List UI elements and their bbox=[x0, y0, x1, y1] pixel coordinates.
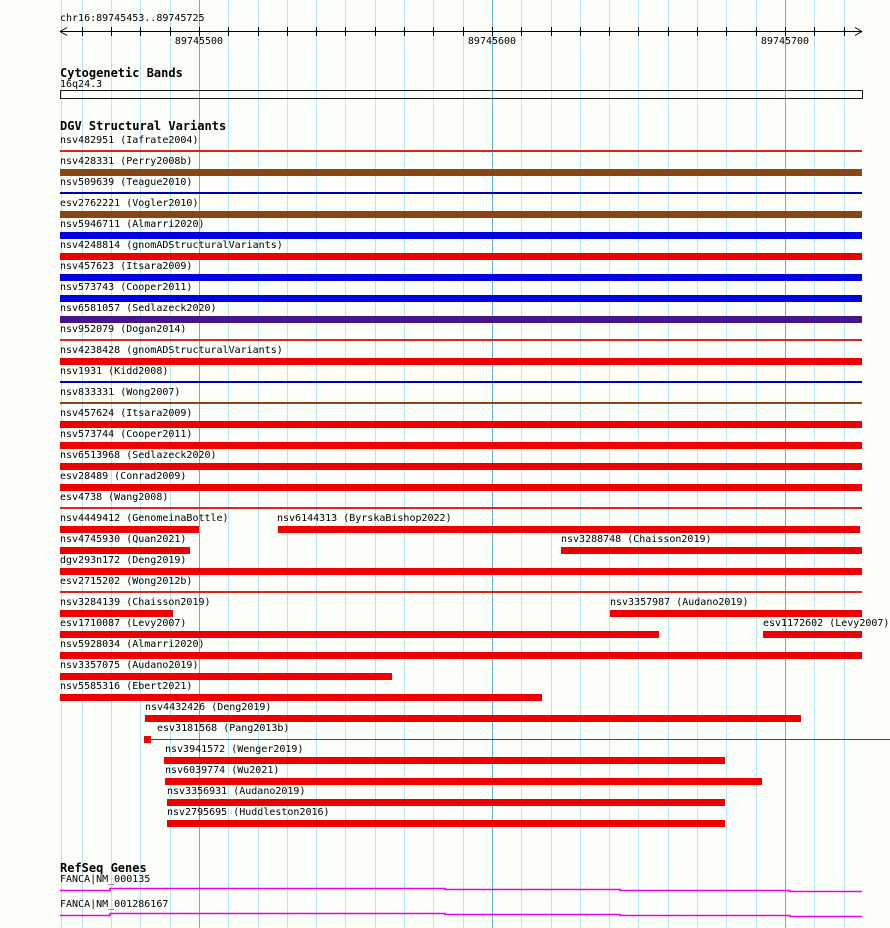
variant-label[interactable]: nsv2795695 (Huddleston2016) bbox=[167, 807, 330, 818]
variant-bar[interactable] bbox=[60, 169, 862, 176]
dgv-structural-variants-track-title: DGV Structural Variants bbox=[60, 119, 227, 133]
variant-label[interactable]: nsv482951 (Iafrate2004) bbox=[60, 135, 199, 146]
variant-bar[interactable] bbox=[60, 274, 862, 281]
variant-bar[interactable] bbox=[164, 757, 725, 764]
variant-bar[interactable] bbox=[610, 610, 862, 617]
variant-bar[interactable] bbox=[60, 150, 862, 152]
variant-label[interactable]: esv28489 (Conrad2009) bbox=[60, 471, 187, 482]
refseq-genes-track-title: RefSeq Genes bbox=[60, 861, 147, 875]
variant-bar[interactable] bbox=[763, 631, 862, 638]
variant-bar[interactable] bbox=[278, 526, 860, 533]
variant-bar[interactable] bbox=[60, 463, 862, 470]
variant-label[interactable]: nsv573743 (Cooper2011) bbox=[60, 282, 193, 293]
variant-bar[interactable] bbox=[60, 507, 862, 509]
cytoband-label[interactable]: 16q24.3 bbox=[60, 79, 103, 90]
variant-label[interactable]: esv1172602 (Levy2007) bbox=[763, 618, 890, 629]
variant-bar[interactable] bbox=[60, 253, 862, 260]
variant-label[interactable]: nsv428331 (Perry2008b) bbox=[60, 156, 193, 167]
variant-label[interactable]: nsv3357075 (Audano2019) bbox=[60, 660, 199, 671]
cytogenetic-bands-track-title: Cytogenetic Bands bbox=[60, 66, 183, 80]
variant-label[interactable]: nsv952079 (Dogan2014) bbox=[60, 324, 187, 335]
variant-bar[interactable] bbox=[60, 381, 862, 383]
variant-label[interactable]: nsv4449412 (GenomeinaBottle) bbox=[60, 513, 229, 524]
variant-label[interactable]: nsv509639 (Teague2010) bbox=[60, 177, 193, 188]
variant-bar[interactable] bbox=[60, 316, 862, 323]
variant-bar[interactable] bbox=[60, 442, 862, 449]
variant-bar[interactable] bbox=[60, 673, 392, 680]
region-coordinates: chr16:89745453..89745725 bbox=[60, 13, 205, 24]
variant-bar[interactable] bbox=[60, 591, 862, 593]
variant-bar[interactable] bbox=[60, 232, 862, 239]
variant-bar[interactable] bbox=[144, 739, 890, 741]
variant-label[interactable]: nsv3288748 (Chaisson2019) bbox=[561, 534, 712, 545]
variant-label[interactable]: nsv1931 (Kidd2008) bbox=[60, 366, 169, 377]
variant-bar[interactable] bbox=[60, 484, 862, 491]
ruler-right-arrow-icon bbox=[855, 32, 862, 36]
variant-bar[interactable] bbox=[60, 211, 862, 218]
variant-bar[interactable] bbox=[60, 295, 862, 302]
gene-model-line[interactable] bbox=[60, 914, 862, 917]
variant-label[interactable]: nsv457624 (Itsara2009) bbox=[60, 408, 193, 419]
variant-bar[interactable] bbox=[60, 652, 862, 659]
variant-label[interactable]: nsv3284139 (Chaisson2019) bbox=[60, 597, 211, 608]
variant-label[interactable]: esv3181568 (Pang2013b) bbox=[157, 723, 290, 734]
variant-bar[interactable] bbox=[60, 547, 190, 554]
ruler-tick-label: 89745700 bbox=[760, 36, 810, 47]
gene-label[interactable]: FANCA|NM_000135 bbox=[60, 874, 151, 885]
ruler-right-arrow-icon bbox=[855, 28, 862, 32]
variant-bar[interactable] bbox=[60, 358, 862, 365]
variant-label[interactable]: nsv4238428 (gnomADStructuralVariants) bbox=[60, 345, 283, 356]
variant-bar[interactable] bbox=[60, 631, 659, 638]
variant-bar[interactable] bbox=[60, 192, 862, 194]
variant-label[interactable]: nsv4745930 (Quan2021) bbox=[60, 534, 187, 545]
gene-label[interactable]: FANCA|NM_001286167 bbox=[60, 899, 169, 910]
variant-label[interactable]: esv4738 (Wang2008) bbox=[60, 492, 169, 503]
variant-label[interactable]: nsv3356931 (Audano2019) bbox=[167, 786, 306, 797]
variant-label[interactable]: nsv5585316 (Ebert2021) bbox=[60, 681, 193, 692]
variant-label[interactable]: esv2762221 (Vogler2010) bbox=[60, 198, 199, 209]
gene-model-line[interactable] bbox=[60, 889, 862, 892]
variant-bar[interactable] bbox=[60, 694, 542, 701]
ruler-tick-label: 89745600 bbox=[467, 36, 517, 47]
variant-bar[interactable] bbox=[60, 610, 173, 617]
variant-label[interactable]: nsv6581057 (Sedlazeck2020) bbox=[60, 303, 217, 314]
variant-label[interactable]: nsv5928034 (Almarri2020) bbox=[60, 639, 205, 650]
variant-label[interactable]: nsv6144313 (ByrskaBishop2022) bbox=[277, 513, 452, 524]
variant-label[interactable]: nsv6039774 (Wu2021) bbox=[165, 765, 280, 776]
variant-label[interactable]: nsv5946711 (Almarri2020) bbox=[60, 219, 205, 230]
variant-label[interactable]: nsv573744 (Cooper2011) bbox=[60, 429, 193, 440]
variant-bar[interactable] bbox=[165, 778, 762, 785]
variant-label[interactable]: nsv6513968 (Sedlazeck2020) bbox=[60, 450, 217, 461]
variant-label[interactable]: nsv4248814 (gnomADStructuralVariants) bbox=[60, 240, 283, 251]
variant-bar[interactable] bbox=[167, 820, 725, 827]
variant-bar[interactable] bbox=[167, 799, 725, 806]
variant-label[interactable]: esv2715202 (Wong2012b) bbox=[60, 576, 193, 587]
variant-label[interactable]: nsv457623 (Itsara2009) bbox=[60, 261, 193, 272]
variant-bar[interactable] bbox=[145, 715, 801, 722]
variant-bar[interactable] bbox=[60, 402, 862, 404]
variant-label[interactable]: esv1710087 (Levy2007) bbox=[60, 618, 187, 629]
cytoband-bar[interactable] bbox=[61, 91, 863, 99]
variant-label[interactable]: nsv4432426 (Deng2019) bbox=[145, 702, 272, 713]
variant-bar[interactable] bbox=[60, 421, 862, 428]
ruler-tick-label: 89745500 bbox=[174, 36, 224, 47]
variant-label[interactable]: nsv3357987 (Audano2019) bbox=[610, 597, 749, 608]
variant-bar[interactable] bbox=[561, 547, 862, 554]
variant-label[interactable]: nsv3941572 (Wenger2019) bbox=[165, 744, 304, 755]
variant-label[interactable]: dgv293n172 (Deng2019) bbox=[60, 555, 187, 566]
variant-bar[interactable] bbox=[60, 568, 862, 575]
variant-bar[interactable] bbox=[60, 526, 199, 533]
variant-bar[interactable] bbox=[60, 339, 862, 341]
variant-label[interactable]: nsv833331 (Wong2007) bbox=[60, 387, 181, 398]
